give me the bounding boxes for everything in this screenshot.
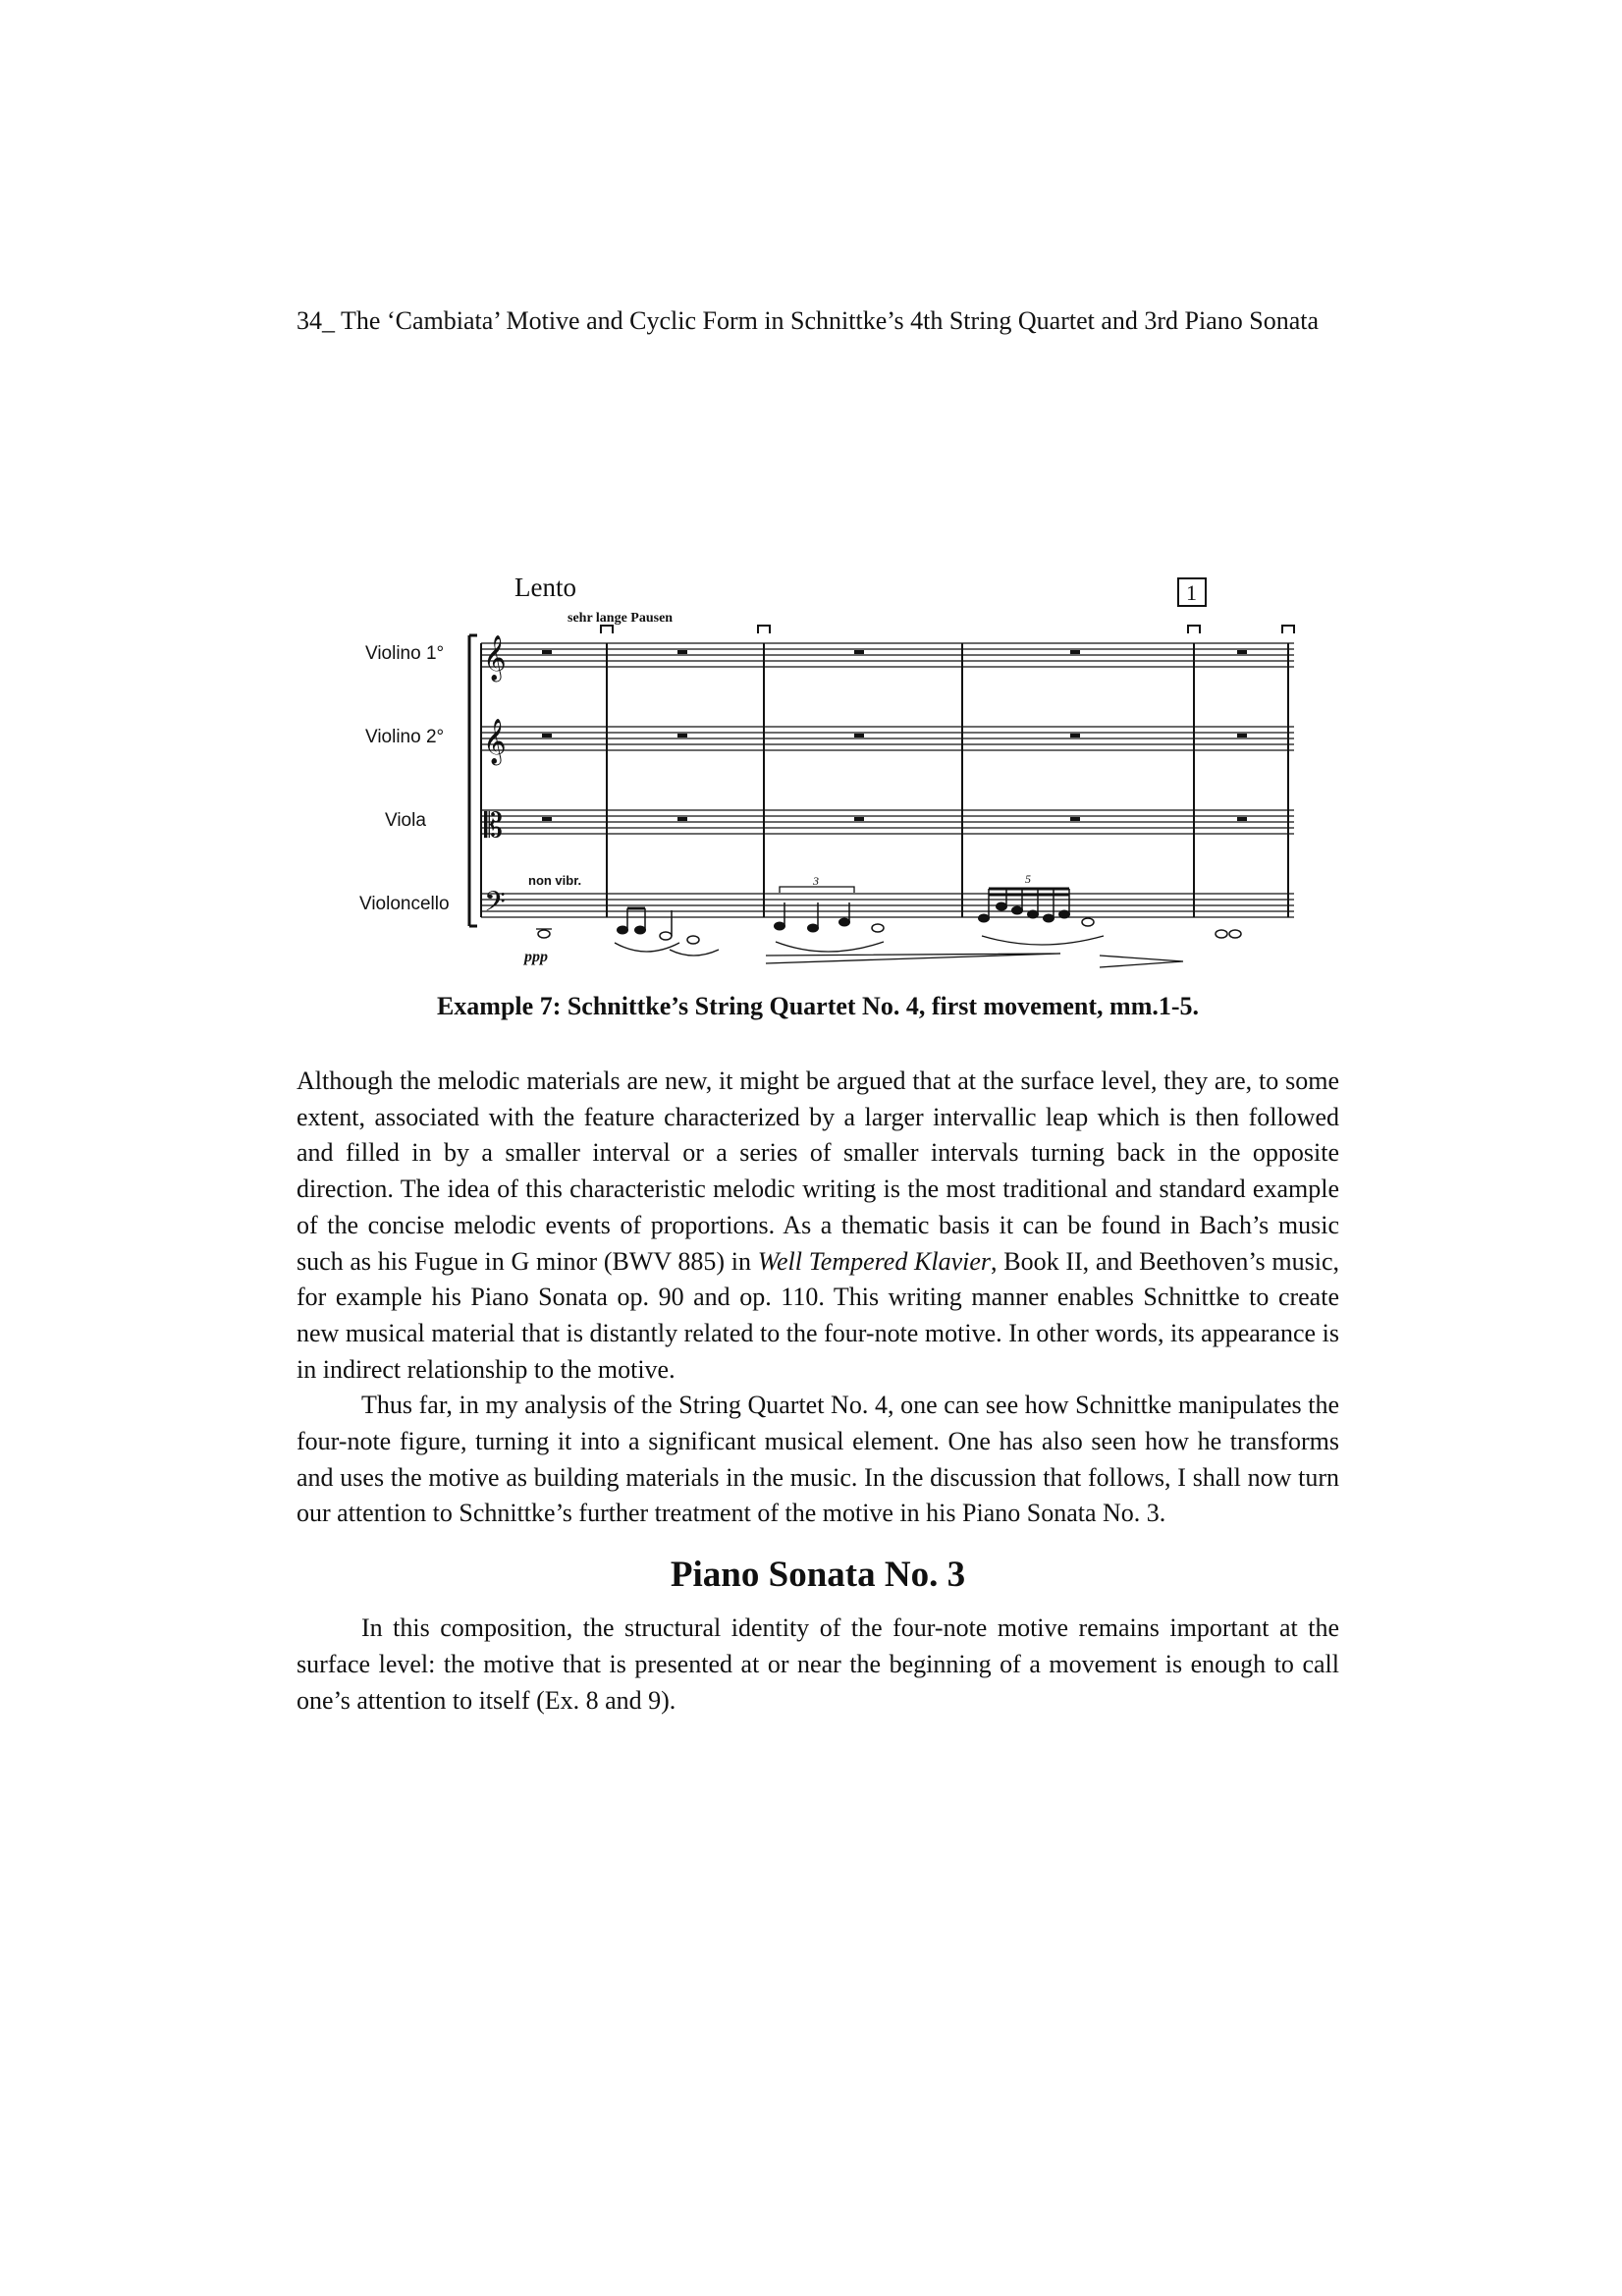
running-header: 34_ The ‘Cambiata’ Motive and Cyclic Form in Schnittke’s 4th String Quartet and 3rd Piano Sonata <box>297 306 1320 335</box>
system-bracket <box>469 635 477 926</box>
paragraph-2: Thus far, in my analysis of the String Quartet No. 4, one can see how Schnittke manipulates the four-note figure, turning it into a significant musical element. One has also seen how he transforms and uses the motive as building materials in the music. In the discussion that follows, I shall now turn our attention to Schnittke’s further treatment of the motive in his Piano Sonata No. 3. <box>297 1391 1339 1528</box>
tempo-marking: Lento <box>514 573 576 602</box>
staff-lines <box>481 643 1294 917</box>
section-heading: Piano Sonata No. 3 <box>670 1555 966 1596</box>
instrument-violin-2: Violino 2° <box>365 727 445 747</box>
instrument-violin-1: Violino 1° <box>365 643 445 664</box>
alto-clef-viola: 𝄡 <box>484 806 503 846</box>
paragraph-3: In this composition, the structural identity of the four-note motive remains important at the surface level: the motive that is presented at or near the beginning of a movement is enough to call one’s attention to itself (Ex. 8 and 9). <box>297 1613 1339 1715</box>
figure-caption: Example 7: Schnittke’s String Quartet No. 4, first movement, mm.1-5. <box>436 992 1200 1020</box>
rehearsal-mark: 1 <box>1186 580 1197 605</box>
instrument-violoncello: Violoncello <box>359 894 450 914</box>
body-text <box>297 1064 1339 1719</box>
barlines <box>481 643 1288 917</box>
cello-notes <box>536 887 1241 956</box>
paragraph-1 <box>297 1064 1339 1388</box>
bass-clef-cello: 𝄢 <box>484 886 506 925</box>
instrument-viola: Viola <box>385 810 426 831</box>
music-score-example-7 <box>353 565 1296 977</box>
tuplet-5-label: 5 <box>1025 872 1031 886</box>
treble-clef-violin-2: 𝄞 <box>483 719 507 764</box>
work-title-italic: Well Tempered Klavier <box>757 1246 992 1276</box>
hairpins <box>766 954 1183 967</box>
cello-technique: non vibr. <box>528 873 582 888</box>
tuplet-3-label: 3 <box>813 874 819 888</box>
treble-clef-violin-1: 𝄞 <box>483 635 507 681</box>
paragraph-1-text: Although the melodic materials are new, it might be argued that at the surface level, they are, to some extent, associated with the feature characterized by a larger intervallic leap which is then followed and filled in by a smaller interval or a series of smaller intervals turning back in the opposite direction. The idea of this characteristic melodic writing is the most traditional and standard example of the concise melodic events of proportions. As a thematic basis it can be found in Bach’s music such as his Fugue in G minor (BWV 885) in <box>297 1066 1339 1276</box>
dynamic-marking: ppp <box>524 949 548 965</box>
fermata-marks <box>601 626 1294 633</box>
whole-rests <box>542 650 1247 821</box>
paragraph-1-text-cont: , Book II, and Beethoven’s music, for example his Piano Sonata op. 90 and op. 110. This writing manner enables Schnittke to create new musical material that is distantly related to the four-note motive. In other words, its appearance is in indirect relationship to the motive. <box>297 1246 1339 1384</box>
direction-text: sehr lange Pausen <box>568 611 674 626</box>
